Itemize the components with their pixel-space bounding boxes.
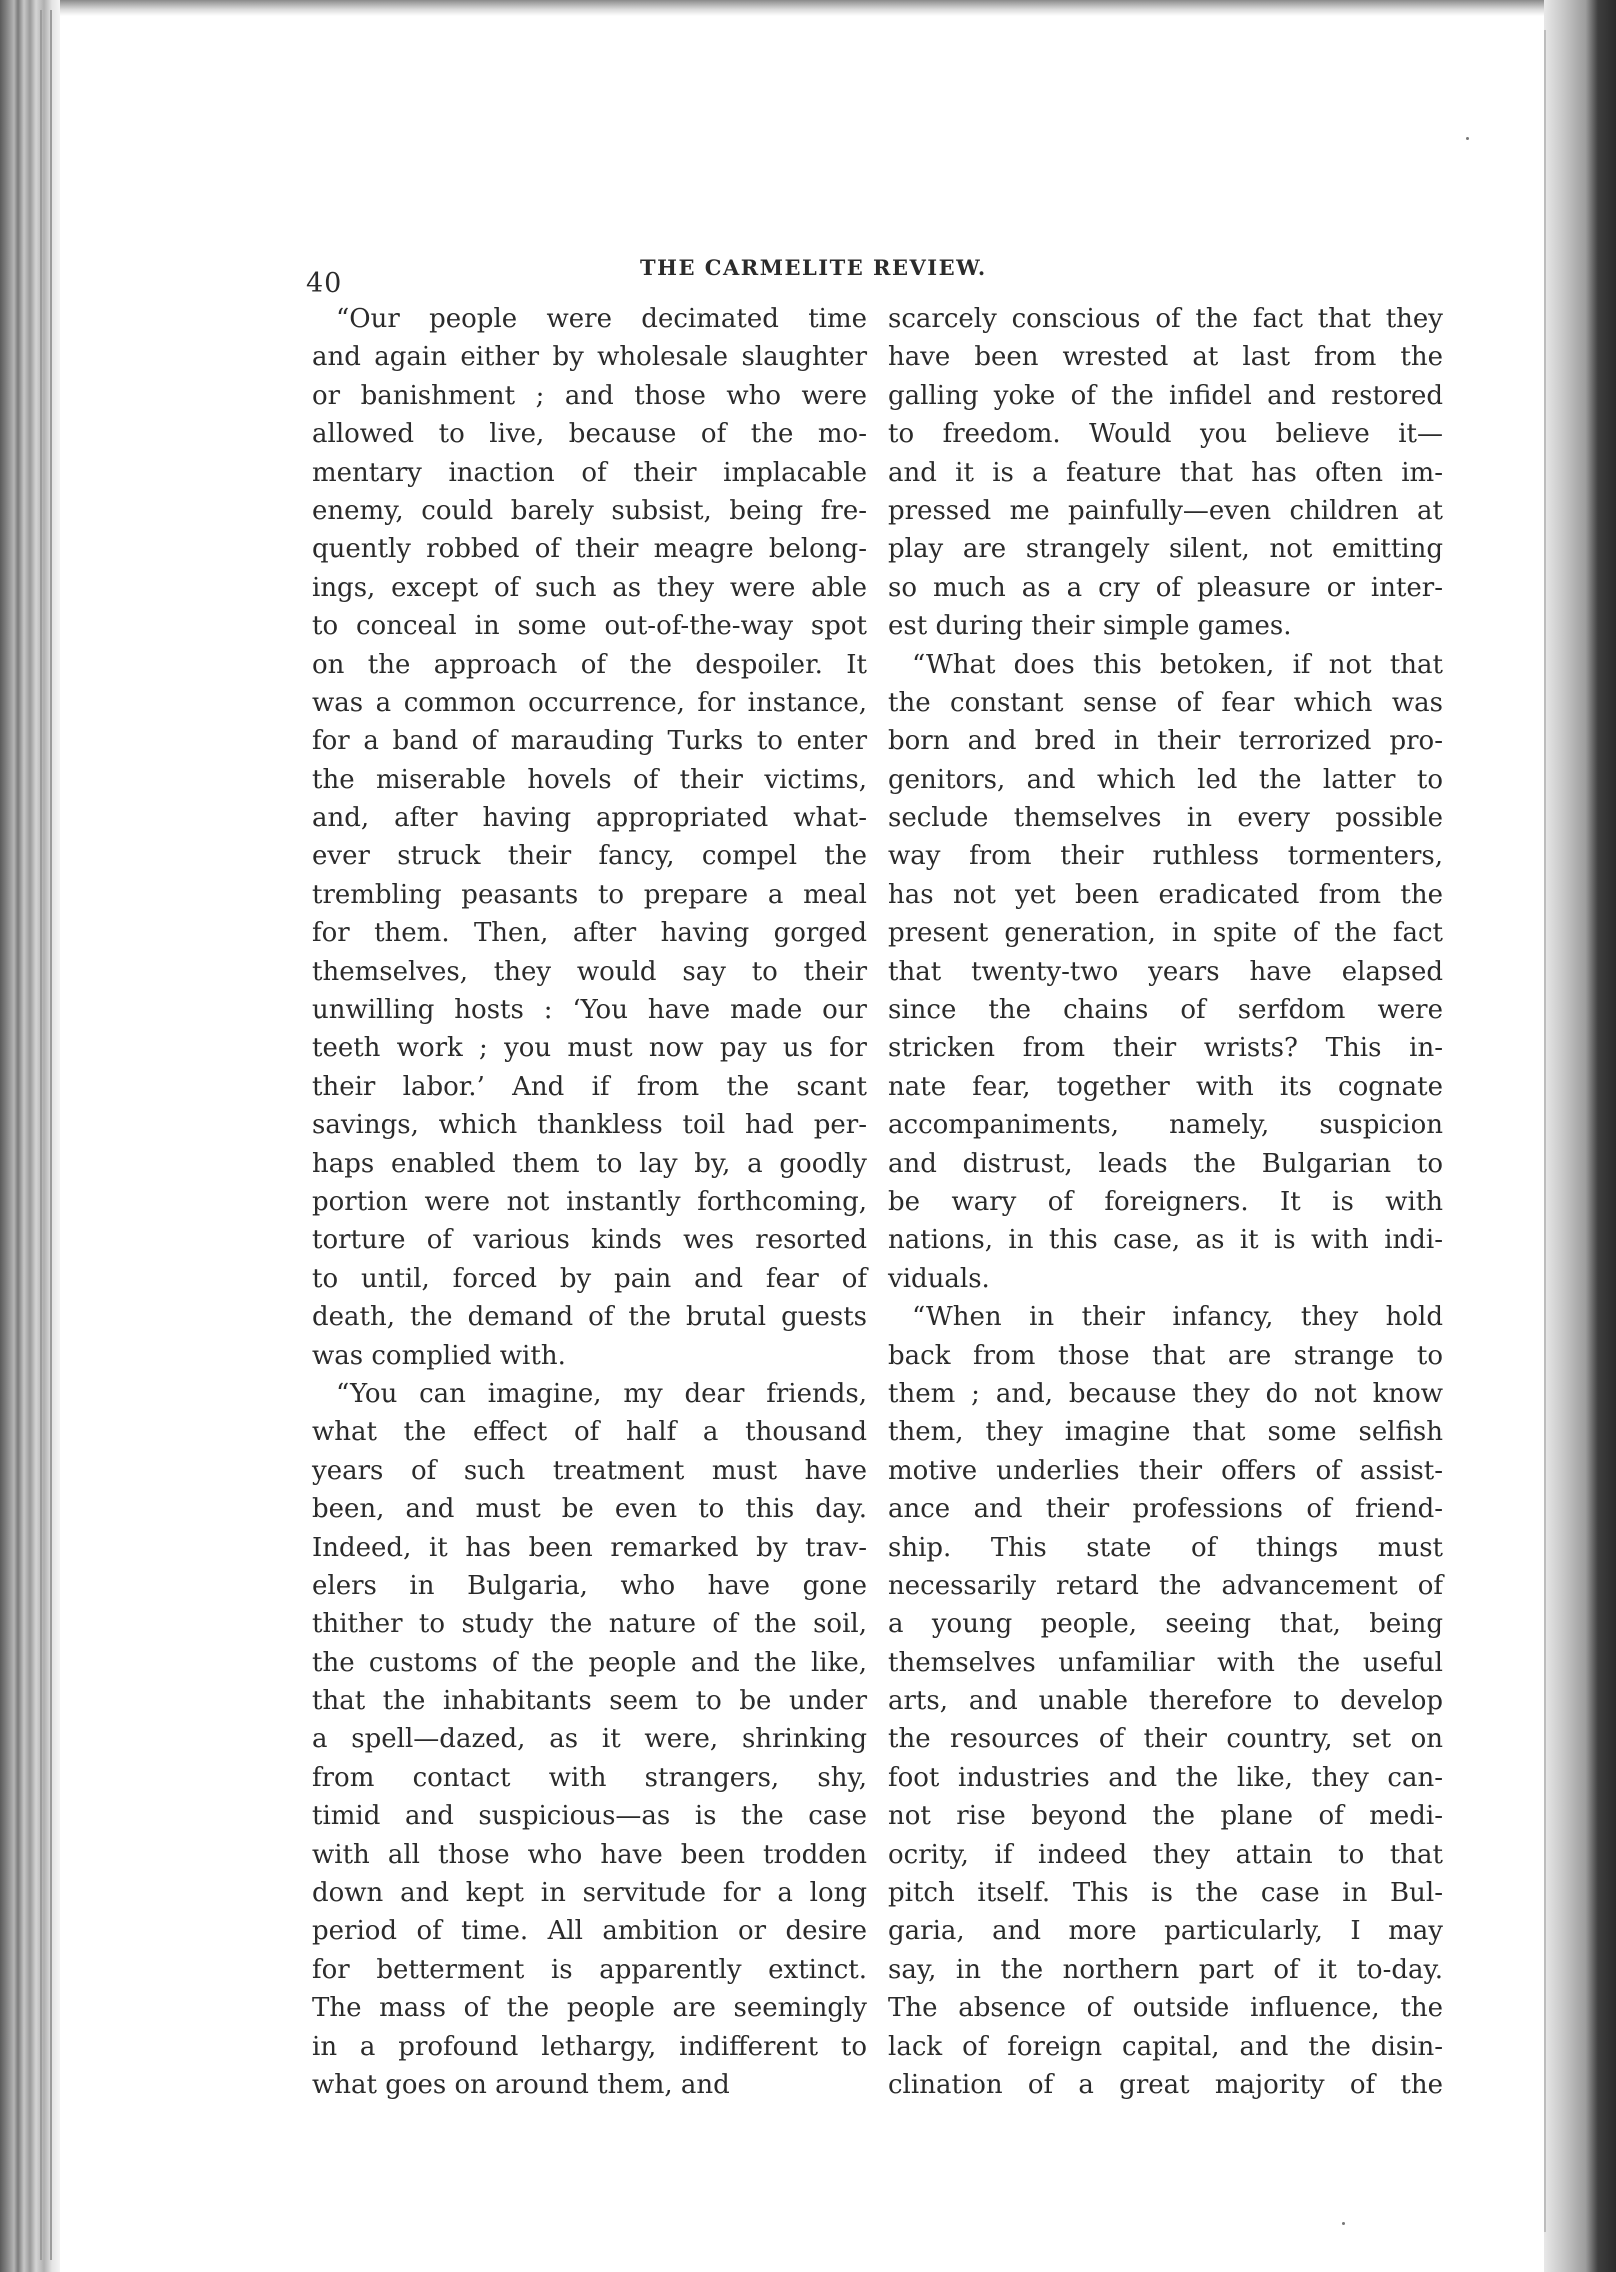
text-line: “What does this betoken, if not that	[912, 649, 1443, 680]
text-line: allowed to live, because of the mo-	[312, 419, 867, 450]
text-line: with all those who have been trodden	[312, 1839, 867, 1870]
text-line: been, and must be even to this day.	[312, 1494, 867, 1525]
text-line: thither to study the nature of the soil,	[312, 1609, 867, 1640]
text-line: since the chains of serfdom were	[888, 995, 1443, 1026]
text-line: necessarily retard the advancement of	[888, 1570, 1443, 1601]
text-line: was a common occurrence, for instance,	[312, 687, 867, 718]
text-line: seclude themselves in every possible	[888, 803, 1443, 834]
text-line: the constant sense of fear which was	[888, 687, 1443, 718]
text-line: themselves, they would say to their	[312, 956, 867, 987]
text-line: mentary inaction of their implacable	[312, 457, 867, 488]
text-line: The absence of outside influence, the	[888, 1993, 1443, 2024]
text-line: enemy, could barely subsist, being fre-	[312, 495, 867, 526]
text-line: quently robbed of their meagre belong-	[312, 534, 867, 565]
text-line: to until, forced by pain and fear of	[312, 1263, 867, 1294]
text-line: trembling peasants to prepare a meal	[312, 879, 867, 910]
text-line: haps enabled them to lay by, a goodly	[312, 1148, 867, 1179]
text-line: born and bred in their terrorized pro-	[888, 726, 1443, 757]
text-line: way from their ruthless tormenters,	[888, 841, 1443, 872]
text-line: their labor.’ And if from the scant	[312, 1071, 867, 1102]
text-line: period of time. All ambition or desire	[312, 1916, 867, 1947]
text-line: be wary of foreigners. It is with	[888, 1186, 1443, 1217]
text-line: in a profound lethargy, indifferent to	[312, 2031, 867, 2062]
text-line: est during their simple games.	[888, 611, 1292, 642]
text-line: the miserable hovels of their victims,	[312, 764, 867, 795]
left-text-column	[312, 300, 867, 2104]
text-line: a spell—dazed, as it were, shrinking	[312, 1724, 867, 1755]
text-line: has not yet been eradicated from the	[888, 879, 1443, 910]
text-line: for betterment is apparently extinct.	[312, 1954, 867, 1985]
text-line: pitch itself. This is the case in Bul-	[888, 1878, 1443, 1909]
text-line: teeth work ; you must now pay us for	[312, 1033, 867, 1064]
page-number: 40	[306, 268, 343, 299]
right-text-column	[888, 300, 1443, 2104]
running-head: THE CARMELITE REVIEW.	[640, 255, 987, 280]
text-line: what goes on around them, and	[312, 2069, 730, 2100]
text-line: The mass of the people are seemingly	[312, 1993, 867, 2024]
text-line: or banishment ; and those who were	[312, 380, 867, 411]
text-line: for them. Then, after having gorged	[312, 918, 867, 949]
text-line: ance and their professions of friend-	[888, 1494, 1443, 1525]
text-line: ship. This state of things must	[888, 1532, 1443, 1563]
text-line: not rise beyond the plane of medi-	[888, 1801, 1443, 1832]
text-line: and, after having appropriated what-	[312, 803, 867, 834]
text-line: “Our people were decimated time	[336, 304, 867, 334]
text-line: death, the demand of the brutal guests	[312, 1302, 867, 1333]
text-line: a young people, seeing that, being	[888, 1609, 1443, 1640]
text-line: down and kept in servitude for a long	[312, 1878, 867, 1909]
text-line: themselves unfamiliar with the useful	[888, 1647, 1443, 1678]
text-line: arts, and unable therefore to develop	[888, 1686, 1443, 1717]
paper-speck	[1466, 137, 1469, 140]
text-line: unwilling hosts : ‘You have made our	[312, 995, 867, 1026]
text-line: was complied with.	[312, 1340, 566, 1371]
text-line: that twenty-two years have elapsed	[888, 956, 1443, 987]
text-line: the customs of the people and the like,	[312, 1647, 867, 1678]
text-line: years of such treatment must have	[312, 1455, 867, 1486]
text-line: to freedom. Would you believe it—	[888, 419, 1443, 450]
text-line: that the inhabitants seem to be under	[312, 1686, 867, 1717]
text-line: say, in the northern part of it to-day.	[888, 1954, 1443, 1985]
text-line: so much as a cry of pleasure or inter-	[888, 572, 1443, 603]
text-line: to conceal in some out-of-the-way spot	[312, 611, 867, 642]
text-line: timid and suspicious—as is the case	[312, 1801, 867, 1832]
text-line: and again either by wholesale slaughter	[312, 342, 867, 373]
text-line: present generation, in spite of the fact	[888, 918, 1443, 949]
text-line: elers in Bulgaria, who have gone	[312, 1570, 867, 1601]
text-line: have been wrested at last from the	[888, 342, 1443, 373]
text-line: “When in their infancy, they hold	[912, 1302, 1443, 1333]
text-line: galling yoke of the infidel and restored	[888, 380, 1443, 411]
text-line: foot industries and the like, they can-	[888, 1762, 1443, 1793]
text-line: savings, which thankless toil had per-	[312, 1110, 867, 1141]
text-line: back from those that are strange to	[888, 1340, 1443, 1371]
text-line: viduals.	[888, 1263, 990, 1294]
text-line: ever struck their fancy, compel the	[312, 841, 867, 872]
text-line: torture of various kinds wes resorted	[312, 1225, 867, 1256]
text-line: nate fear, together with its cognate	[888, 1071, 1443, 1102]
text-line: for a band of marauding Turks to enter	[312, 726, 867, 757]
text-line: “You can imagine, my dear friends,	[336, 1378, 867, 1409]
text-line: Indeed, it has been remarked by trav-	[312, 1532, 867, 1563]
text-line: scarcely conscious of the fact that they	[888, 304, 1443, 334]
text-line: ings, except of such as they were able	[312, 572, 867, 603]
paper-speck	[1342, 2222, 1345, 2225]
text-line: the resources of their country, set on	[888, 1724, 1443, 1755]
text-line: portion were not instantly forthcoming,	[312, 1186, 867, 1217]
text-line: them, they imagine that some selfish	[888, 1417, 1443, 1448]
text-line: them ; and, because they do not know	[888, 1378, 1443, 1409]
text-line: nations, in this case, as it is with indi-	[888, 1225, 1443, 1256]
text-line: stricken from their wrists? This in-	[888, 1033, 1443, 1064]
text-line: from contact with strangers, shy,	[312, 1762, 867, 1793]
text-line: clination of a great majority of the	[888, 2069, 1443, 2100]
text-line: lack of foreign capital, and the disin-	[888, 2031, 1443, 2062]
text-line: genitors, and which led the latter to	[888, 764, 1443, 795]
text-line: ocrity, if indeed they attain to that	[888, 1839, 1443, 1870]
text-line: on the approach of the despoiler. It	[312, 649, 867, 680]
text-line: and it is a feature that has often im-	[888, 457, 1443, 488]
text-line: motive underlies their offers of assist-	[888, 1455, 1443, 1486]
text-line: pressed me painfully—even children at	[888, 495, 1443, 526]
text-line: garia, and more particularly, I may	[888, 1916, 1443, 1947]
text-line: accompaniments, namely, suspicion	[888, 1110, 1443, 1141]
text-line: play are strangely silent, not emitting	[888, 534, 1443, 565]
text-line: what the effect of half a thousand	[312, 1417, 867, 1448]
text-line: and distrust, leads the Bulgarian to	[888, 1148, 1443, 1179]
